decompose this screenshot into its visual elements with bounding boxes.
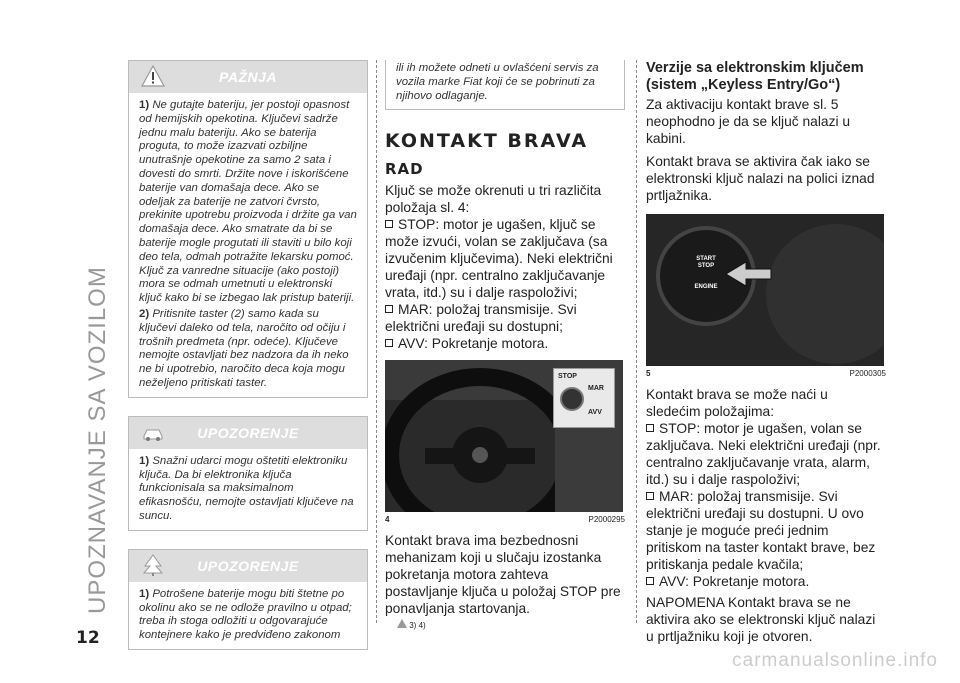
continued-box [385,60,625,110]
list-item-text: STOP: motor je ugašen, volan se zaključava. Neki električni uređaji (npr. centralno zaključavanje vrata, alarm, itd.) su i dalje raspoloživi; [646,421,881,487]
list-item-text: STOP: motor je ugašen, ključ se može izvući, volan se zaključava (sa izvučenim ključevima). Neki električni uređaji (npr. centralno zaključavanje vrata, itd.) su i dalje raspoloživi; [385,217,613,301]
list-item [646,573,886,590]
item-text: Pritisnite taster (2) samo kada su ključevi daleko od tela, naročito od očiju i trošnih predmeta (npr. odeće). Ključeve nemojte ostavljati bez nadzora da ih neko ne bi upotrebio, naročito deca koja mogu neželjeno pritiskati taster. [139,307,349,389]
list-item-text: AVV: Pokretanje motora. [659,574,810,589]
section-heading: Verzije sa elektronskim ključem (sistem „Keyless Entry/Go“) [646,60,864,93]
key-inset [553,368,615,428]
box-body [129,449,367,530]
section-title: KONTAKT BRAVA [385,130,589,153]
item-number: 1) [139,99,150,111]
caution-box-environment [128,549,368,650]
box-body [129,582,367,649]
caution-box [128,416,368,531]
button-labels [684,256,728,296]
list-item [385,335,625,352]
figure-caption [646,369,886,378]
page-number: 12 [76,628,100,648]
list-item-text: MAR: položaj transmisije. Svi električni uređaji su dostupni; [385,302,577,335]
box-header [129,550,367,582]
label-stop: STOP [558,373,577,381]
footer-watermark: carmanualsonline.info [732,650,938,671]
box-title: UPOZORENJE [197,557,299,574]
after-text: Kontakt brava ima bezbednosni mehanizam koji u slučaju izostanka pokretanja motora zahteva postavljanje ključa u položaj STOP pre ponavljanja startovanja. [385,533,621,617]
figure-start-button [646,214,884,366]
label-avv: AVV [588,409,602,417]
box-title: UPOZORENJE [197,424,299,441]
tree-environment-icon [141,554,165,576]
start-stop-button-image [646,214,884,366]
list-item-text: MAR: položaj transmisije. Svi električni uređaji su dostupni. U ovo stanje je moguće preći jednim pritiskom na taster kontakt brave, bez pritiskanja pedale kvačila; [646,489,876,572]
checkbox-square-icon [385,220,393,228]
label-stop: STOP [697,263,715,269]
small-warning-icon [397,619,407,628]
list-item [385,301,625,335]
paragraph: Za aktivaciju kontakt brave sl. 5 neophodno je da se ključ nalazi u kabini. [646,97,851,146]
column-divider [636,60,637,623]
box-body [129,93,367,397]
side-header-text: UPOZNAVANJE SA VOZILOM [84,266,111,614]
warning-triangle-icon [141,65,165,87]
box-title: PAŽNJA [219,69,277,85]
key-lock-icon [560,387,584,411]
list-item [646,488,886,573]
intro-text: Ključ se može okrenuti u tri različita položaja sl. 4: [385,183,602,216]
figure-number: 5 [646,369,651,378]
checkbox-square-icon [385,305,393,313]
item-text: Ne gutajte bateriju, jer postoji opasnost od hemijskih opekotina. Ključevi sadrže jednu malu bateriju. Ako se baterija proguta, to može izazvati ozbiljne unutrašnje opekotine za samo 2 sata i dovesti do smrti. Držite nove i iskorišćene baterije van domašaja dece. Ako se odeljak za baterije ne zatvori čvrsto, prekinite upotrebu proizvoda i držite ga van domašaja dece. Ako smatrate da bi se baterije mogle progutati ili staviti u bilo koji deo tela, odmah potražite lekarsku pomoć. Ključ za vanredne situacije (ako postoji) mora se odmah umetnuti u elektronski ključ kako bi se izbegao lak pristup bateriji. [139,99,357,305]
continued-text: ili ih možete odneti u ovlašćeni servis za vozila marke Fiat koji će se pobrinuti za njihovo odlaganje. [396,62,599,102]
checkbox-square-icon [646,424,654,432]
list-item [385,216,625,301]
column-3 [646,60,886,645]
figure-code: P2000295 [588,515,625,525]
label-engine: ENGINE [694,284,718,290]
list-item [646,420,886,488]
warning-box [128,60,368,398]
paragraph: Kontakt brava se aktivira čak iako se elektronski ključ nalazi na polici iznad prtljažnika. [646,154,875,203]
column-divider [376,60,377,623]
car-warning-icon [141,421,165,443]
paragraph: Kontakt brava se može naći u sledećim položajima: [646,387,828,419]
item-text: Snažni udarci mogu oštetiti elektroniku ključa. Da bi elektronika ključa funkcionisala sa maksimalnom efikasnošću, nemojte ostavljati ključeve na suncu. [139,454,354,522]
item-number: 1) [139,454,150,467]
figure-number: 4 [385,515,390,525]
checkbox-square-icon [646,492,654,500]
box-header [129,61,367,93]
item-number: 2) [139,307,150,320]
checkbox-square-icon [385,339,393,347]
checkbox-square-icon [646,577,654,585]
note: NAPOMENA Kontakt brava se ne aktivira ako se elektronski ključ nalazi u prtljažniku koji je otvoren. [646,595,876,644]
figure-code: P2000305 [849,369,886,378]
side-header [82,54,112,614]
column-1 [128,60,368,650]
column-2 [385,60,625,630]
references [385,619,625,630]
item-text: Potrošene baterije mogu biti štetne po okolinu ako se ne odlože pravilno u otpad; treba ih stoga odložiti u odgovarajuće kontejnere kako je predviđeno zakonom [139,587,352,642]
figure-caption [385,515,625,524]
reference-numbers: 3) 4) [409,621,426,631]
label-mar: MAR [588,385,604,393]
box-header [129,417,367,449]
label-start: START [696,256,716,262]
figure-ignition-key [385,360,623,512]
item-number: 1) [139,587,150,600]
sub-title: RAD [385,160,424,179]
list-item-text: AVV: Pokretanje motora. [398,336,549,352]
